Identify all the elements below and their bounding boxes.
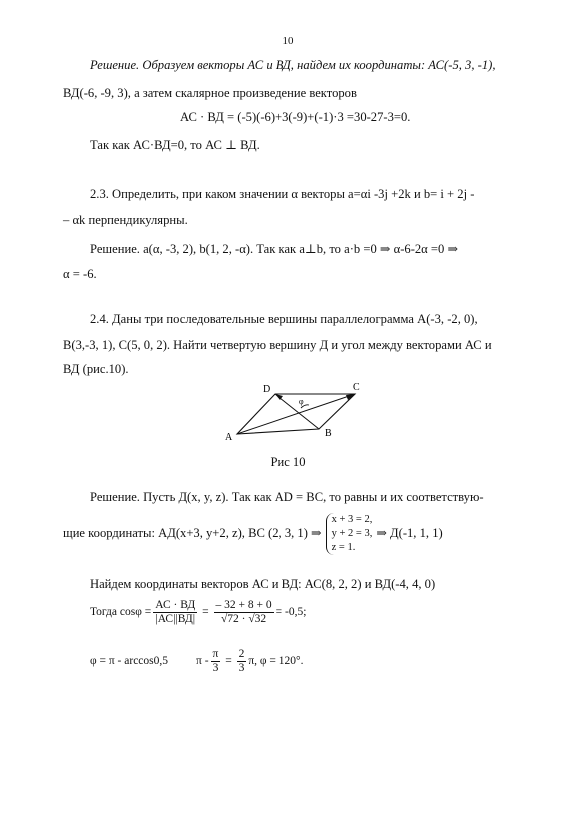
figure-caption: Рис 10	[270, 455, 306, 469]
vectors-coordinates-line: Найдем координаты векторов АС и ВД: АС(8, 2, 2) и ВД(-4, 4, 0)	[90, 577, 436, 591]
solution-2-4-line-1: Решение. Пусть Д(x, y, z). Так как АD = ВС, то равны и их соответствую-	[90, 490, 484, 504]
fraction-cos-def-den: |АС||ВД|	[155, 613, 196, 625]
fourth-vertex-result: ⇒ Д(-1, 1, 1)	[376, 525, 443, 540]
angle-final: π, φ = 120°.	[248, 655, 304, 668]
diagonal-bd	[275, 394, 319, 429]
label-phi: φ	[299, 397, 304, 406]
problem-2-3-line-1: 2.3. Определить, при каком значении α векторы a=αi -3j +2k и b= i + 2j -	[90, 187, 475, 201]
problem-2-4-line-2: В(3,-3, 1), С(5, 0, 2). Найти четвертую вершину Д и угол между векторами АС и	[63, 338, 492, 352]
angle-result-line: φ = π - arccos0,5 π - $\frac{\pi}{3}$ = $\frac{2}{3}$ π, φ = 120°.	[90, 648, 304, 674]
solution-2-3-line-2: α = -6.	[63, 267, 97, 281]
label-d: D	[263, 384, 271, 395]
fraction-cos-value	[214, 599, 274, 626]
parallelogram-figure	[215, 378, 375, 444]
cosine-lead: Тогда cosφ =	[90, 606, 152, 619]
fraction-pi-num: π	[212, 648, 219, 660]
diagonal-ac	[237, 394, 355, 434]
solution-2-3-line-1: Решение. a(α, -3, 2), b(1, 2, -α). Так как a⊥b, то a·b =0 ⇒ α-6-2α =0 ⇒	[90, 242, 459, 256]
system-eq-z: z = 1.	[331, 542, 356, 553]
angle-pi-minus: π -	[196, 655, 209, 668]
equation-system	[326, 513, 373, 555]
system-eq-y: y + 2 = 3,	[331, 528, 373, 539]
fraction-two-num: 2	[238, 648, 245, 660]
dot-product-equation: АС · ВД = (-5)(-6)+3(-9)+(-1)·3 =30-27-3=0.	[180, 110, 411, 124]
problem-2-3-line-2: – αk перпендикулярны.	[63, 213, 188, 227]
solution-1-line-2: ВД(-6, -9, 3), а затем скалярное произведение векторов	[63, 86, 357, 100]
page-number: 10	[282, 35, 294, 47]
problem-2-4-line-1: 2.4. Даны три последовательные вершины параллелограмма А(-3, -2, 0),	[90, 312, 478, 326]
fraction-pi-over-3	[211, 648, 221, 675]
problem-2-4-line-3: ВД (рис.10).	[63, 362, 129, 376]
angle-arccos: φ = π - arccos0,5	[90, 655, 169, 668]
system-eq-x: x + 3 = 2,	[331, 514, 373, 525]
coordinate-system-line	[63, 513, 443, 555]
label-c: C	[353, 382, 360, 393]
perpendicular-conclusion: Так как АС·ВД=0, то АС ⊥ ВД.	[90, 138, 260, 152]
fraction-cos-value-den: √72 · √32	[220, 613, 267, 625]
label-b: B	[325, 428, 332, 439]
fraction-cos-def	[153, 599, 197, 626]
coordinates-text: щие координаты: АД(x+3, y+2, z), ВС (2, 3, 1) ⇒	[63, 525, 322, 540]
fraction-two-thirds	[237, 648, 247, 675]
fraction-pi-den: 3	[212, 662, 219, 674]
fraction-two-den: 3	[238, 662, 245, 674]
solution-1-line-1: Решение. Образуем векторы АС и ВД, найдем их координаты: АС(-5, 3, -1),	[90, 58, 496, 72]
label-a: A	[225, 432, 233, 443]
cosine-formula-line: Тогда cosφ = $\frac{АС \cdot ВД}{|АС||ВД|}$ = $\frac{- 32 + 8 + 0}{√72 \cdot √32}$ = -0,5;	[90, 599, 307, 625]
fraction-cos-def-num: АС · ВД	[155, 599, 196, 611]
cosine-result: = -0,5;	[275, 606, 307, 619]
fraction-cos-value-num: – 32 + 8 + 0	[215, 599, 272, 611]
